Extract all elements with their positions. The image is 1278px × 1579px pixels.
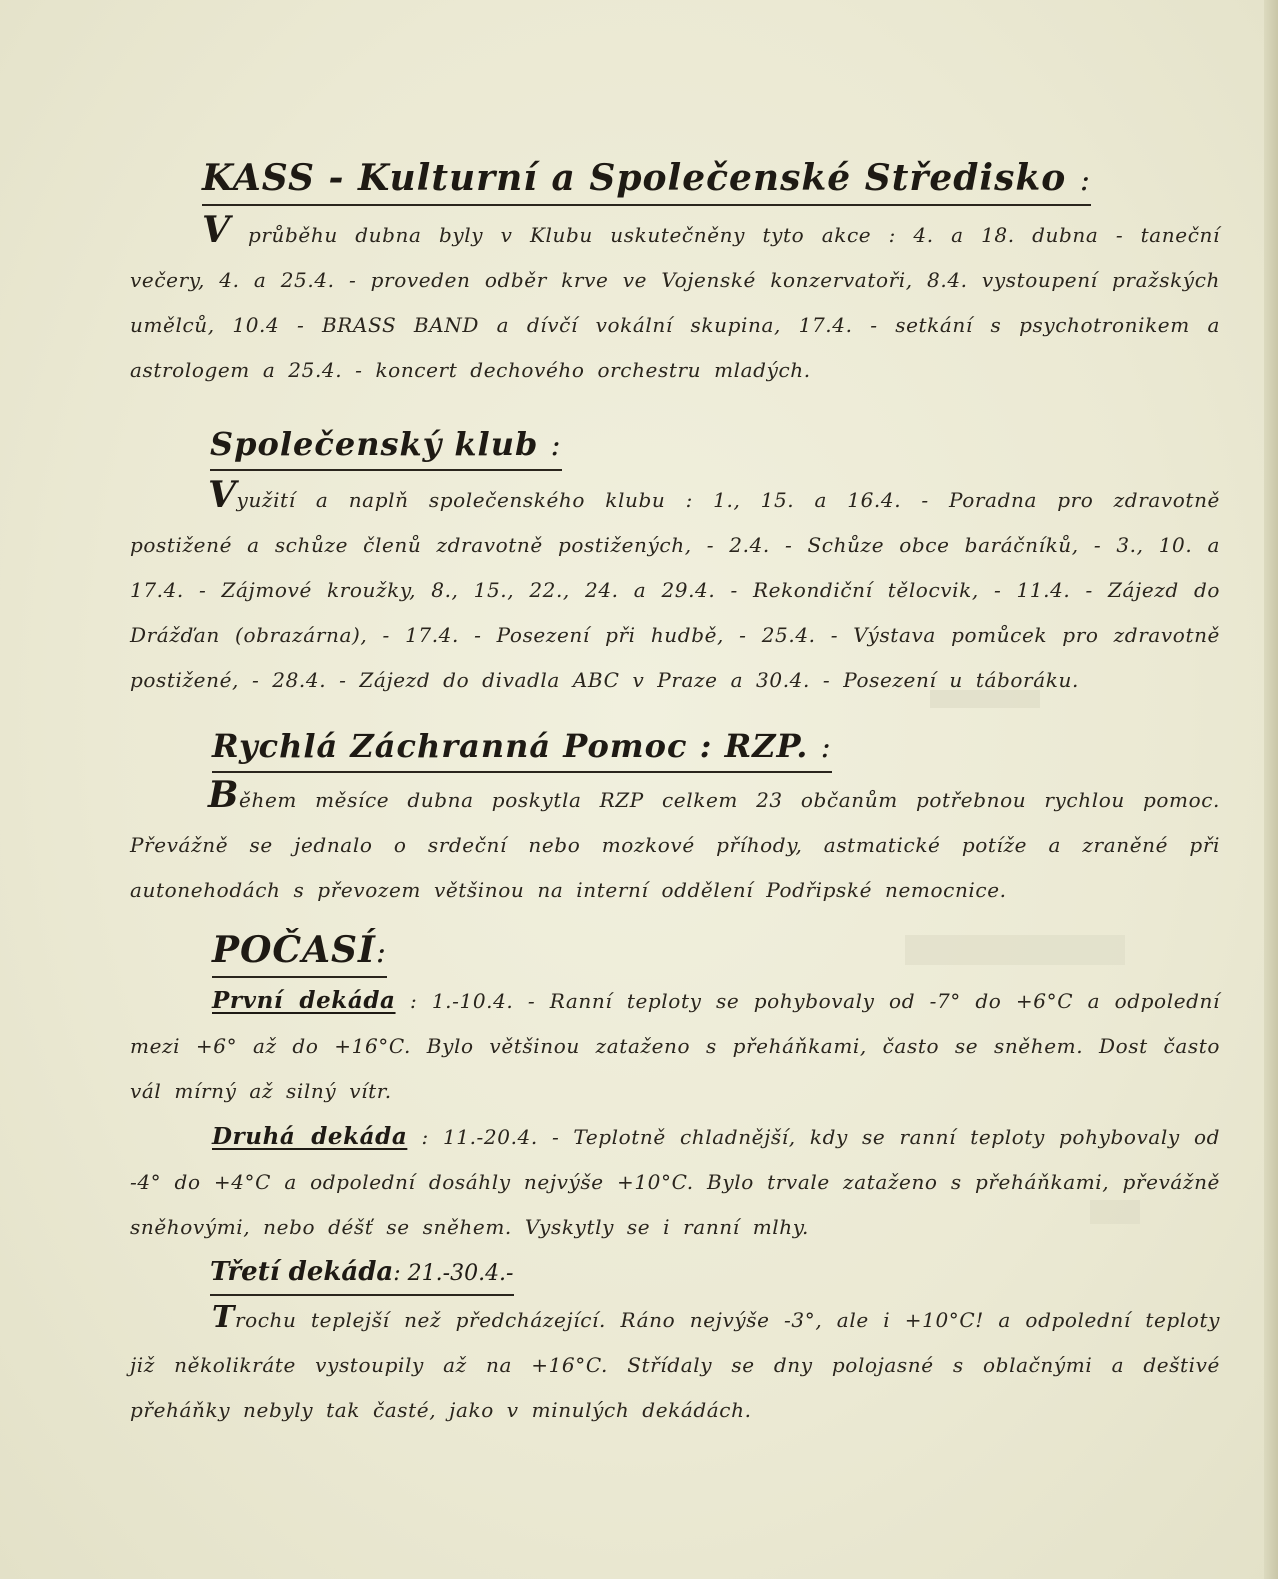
klub-heading-colon: :	[550, 428, 562, 463]
pocasi-heading-text: POČASÍ	[212, 929, 376, 971]
decade3-header	[130, 1252, 1220, 1296]
klub-text: yužití a naplň společenského klubu : 1., 15. a 16.4. - Poradna pro zdravotně postižené a schůze členů zdravotně postižených, - 2.4. - Schůze obce baráčníků, - 3., 10. a 17.4. - Zájmové kroužky, 8., 15., 22., 24. a 29.4. - Rekondiční tělocvik, - 11.4. - Zájezd do Drážďan (obrazárna), - 17.4. - Posezení při hudbě, - 25.4. - Výstava pomůcek pro zdravotně postižené, - 28.4. - Zájezd do divadla ABC v Praze a 30.4. - Posezení u táboráku.	[130, 488, 1220, 692]
decade1-label: První dekáda	[212, 987, 396, 1014]
kass-heading-colon: :	[1079, 163, 1091, 198]
decade2-text: : 11.-20.4. - Teplotně chladnější, kdy se ranní teploty pohybovaly od -4° do +4°C a odpolední dosáhly nejvýše +10°C. Bylo trvale zataženo s přeháňkami, převážně sněhovými, nebo déšť se sněhem. Vyskytly se i ranní mlhy.	[130, 1125, 1220, 1239]
section-rzp	[130, 724, 1220, 913]
rzp-text: ěhem měsíce dubna poskytla RZP celkem 23 občanům potřebnou rychlou pomoc. Převážně se jednalo o srdeční nebo mozkové příhody, astmatické potíže a zraněné při autonehodách s převozem většinou na interní oddělení Podřipské nemocnice.	[130, 788, 1220, 902]
section-kass	[130, 156, 1220, 393]
decade1-indent	[130, 989, 212, 1013]
decade1-text: : 1.-10.4. - Ranní teploty se pohybovaly od -7° do +6°C a odpolední mezi +6° až do +16°C. Bylo většinou zataženo s přeháňkami, často se sněhem. Dost často vál mírný až silný vítr.	[130, 989, 1221, 1103]
kass-heading	[202, 156, 1091, 206]
rzp-heading-colon: :	[820, 730, 832, 765]
page-edge-shadow	[1264, 0, 1278, 1579]
pocasi-heading-colon: :	[375, 935, 387, 970]
rzp-heading-text: Rychlá Záchranná Pomoc : RZP.	[212, 727, 809, 765]
decade2-indent	[130, 1125, 212, 1149]
decade2-label: Druhá dekáda	[212, 1123, 408, 1150]
kass-dropcap: V	[202, 209, 231, 251]
kass-heading-text: KASS - Kulturní a Společenské Středisko	[202, 157, 1067, 199]
decade3-label: Třetí dekáda	[210, 1257, 394, 1287]
klub-dropcap: V	[208, 474, 237, 516]
kass-paragraph	[130, 209, 1220, 393]
rzp-paragraph	[130, 774, 1220, 913]
kass-text: průběhu dubna byly v Klubu uskutečněny tyto akce : 4. a 18. dubna - taneční večery, 4. a 25.4. - proveden odběr krve ve Vojenské konzervatoři, 8.4. vystoupení pražských umělců, 10.4 - BRASS BAND a dívčí vokální skupina, 17.4. - setkání s psychotronikem a astrologem a 25.4. - koncert dechového orchestru mladých.	[130, 223, 1220, 382]
section-pocasi	[130, 928, 1220, 1433]
decade3-paragraph	[130, 1298, 1220, 1433]
decade3-text: rochu teplejší než předcházející. Ráno nejvýše -3°, ale i +10°C! a odpolední teploty již několikráte vystoupily až na +16°C. Střídaly se dny polojasné s oblačnými a deštivé přeháňky nebyly tak časté, jako v minulých dekádách.	[130, 1308, 1220, 1422]
decade1-paragraph	[130, 978, 1220, 1114]
pocasi-heading	[212, 928, 387, 978]
rzp-heading	[212, 724, 832, 773]
klub-paragraph	[130, 474, 1220, 703]
decade3-range: : 21.-30.4.-	[393, 1261, 514, 1286]
decade2-paragraph	[130, 1114, 1220, 1250]
klub-heading-text: Společenský klub	[210, 425, 539, 463]
section-spolecensky-klub	[130, 422, 1220, 703]
klub-heading	[210, 422, 562, 471]
decade3-label-block	[210, 1252, 514, 1296]
rzp-dropcap: B	[208, 774, 240, 816]
decade3-dropcap: T	[212, 1300, 235, 1335]
